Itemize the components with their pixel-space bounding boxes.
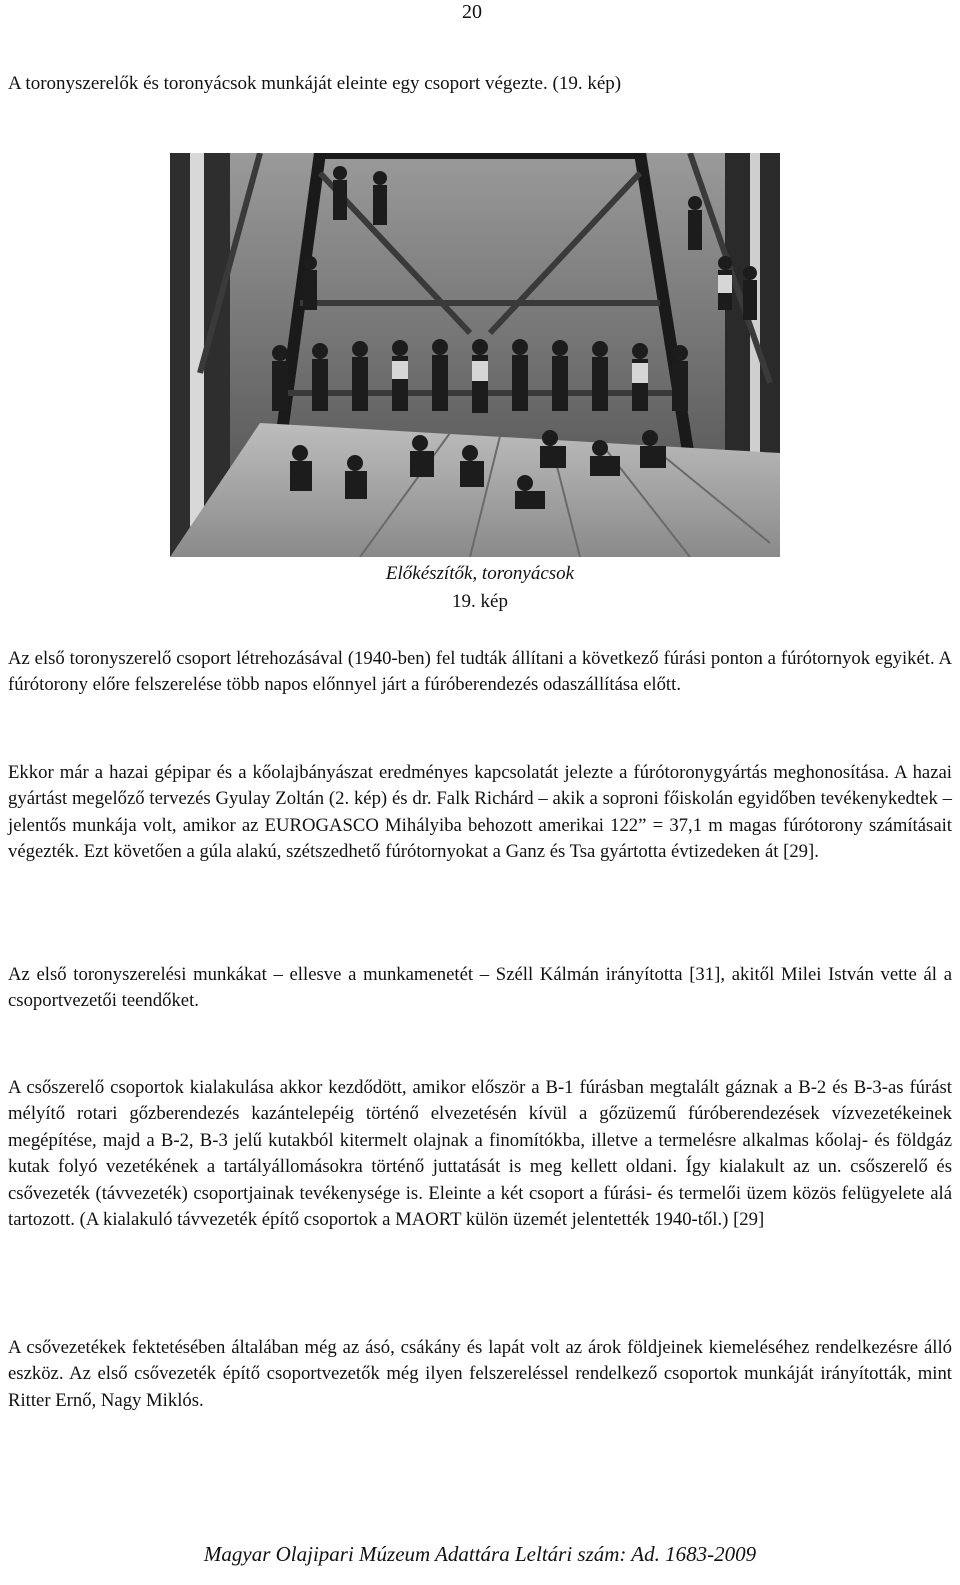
paragraph-1: Az első toronyszerelő csoport létrehozásával (1940-ben) fel tudták állítani a következő fúrási ponton a fúrótornyok egyikét. A fúrótorony előre felszerelése több napos előnnyel járt a fúróberendezés odaszállítása előtt.: [8, 648, 952, 696]
paragraph-3: Az első toronyszerelési munkákat – ellesve a munkamenetét – Széll Kálmán irányította [31], akitől Milei István vette ál a csoportvezetői teendőket.: [8, 964, 952, 1012]
figure-caption-title: Előkészítők, toronyácsok: [385, 563, 575, 584]
page-number: 20: [462, 1, 482, 23]
intro-line: A toronyszerelők és toronyácsok munkáját eleinte egy csoport végezte. (19. kép): [8, 73, 622, 94]
archive-footer: Magyar Olajipari Múzeum Adattára Leltári szám: Ad. 1683-2009: [203, 1542, 757, 1566]
historical-photo: [170, 153, 780, 557]
paragraph-5: A csővezetékek fektetésében általában még az ásó, csákány és lapát volt az árok földjeinek kiemeléséhez rendelkezésre álló eszköz. Az első csővezeték építő csoportvezetők még ilyen felszereléssel rendelkező csoportok munkáját irányították, mint Ritter Ernő, Nagy Miklós.: [8, 1337, 952, 1411]
figure-caption-number: 19. kép: [452, 591, 508, 612]
paragraph-4: A csőszerelő csoportok kialakulása akkor kezdődött, amikor először a B-1 fúrásban megtalált gáznak a B-2 és B-3-as fúrást mélyítő rotari gőzberendezés kazántelepéig történő elvezetésén kívül a gőzüzemű fúróberendezések vízvezetékeinek megépítése, majd a B-2, B-3 jelű kutakból kitermelt olajnak a finomítókba, illetve a termelésre alkalmas kőolaj- és földgáz kutak folyó vezetékének a tartályállomásokra történő juttatását is meg kellett oldani. Így kialakult az un. csőszerelő és csővezeték (távvezeték) csoportjainak tevékenysége is. Eleinte a két csoport a fúrási- és termelői üzem közös felügyelete alá tartozott. (A kialakuló távvezeték építő csoportok a MAORT külön üzemét jelentették 1940-től.) [29]: [8, 1077, 952, 1231]
paragraph-2: Ekkor már a hazai gépipar és a kőolajbányászat eredményes kapcsolatát jelezte a fúrótoronygyártás meghonosítása. A hazai gyártást megelőző tervezés Gyulay Zoltán (2. kép) és dr. Falk Richárd – akik a soproni főiskolán egyidőben tevékenykedtek – jelentős munkája volt, amikor az EUROGASCO Mihályiba behozott amerikai 122” = 37,1 m magas fúrótorony számításait végezték. Ezt követően a gúla alakú, szétszedhető fúrótornyokat a Ganz és Tsa gyártotta évtizedeken át [29].: [8, 762, 952, 863]
photo-icon: [170, 153, 780, 557]
